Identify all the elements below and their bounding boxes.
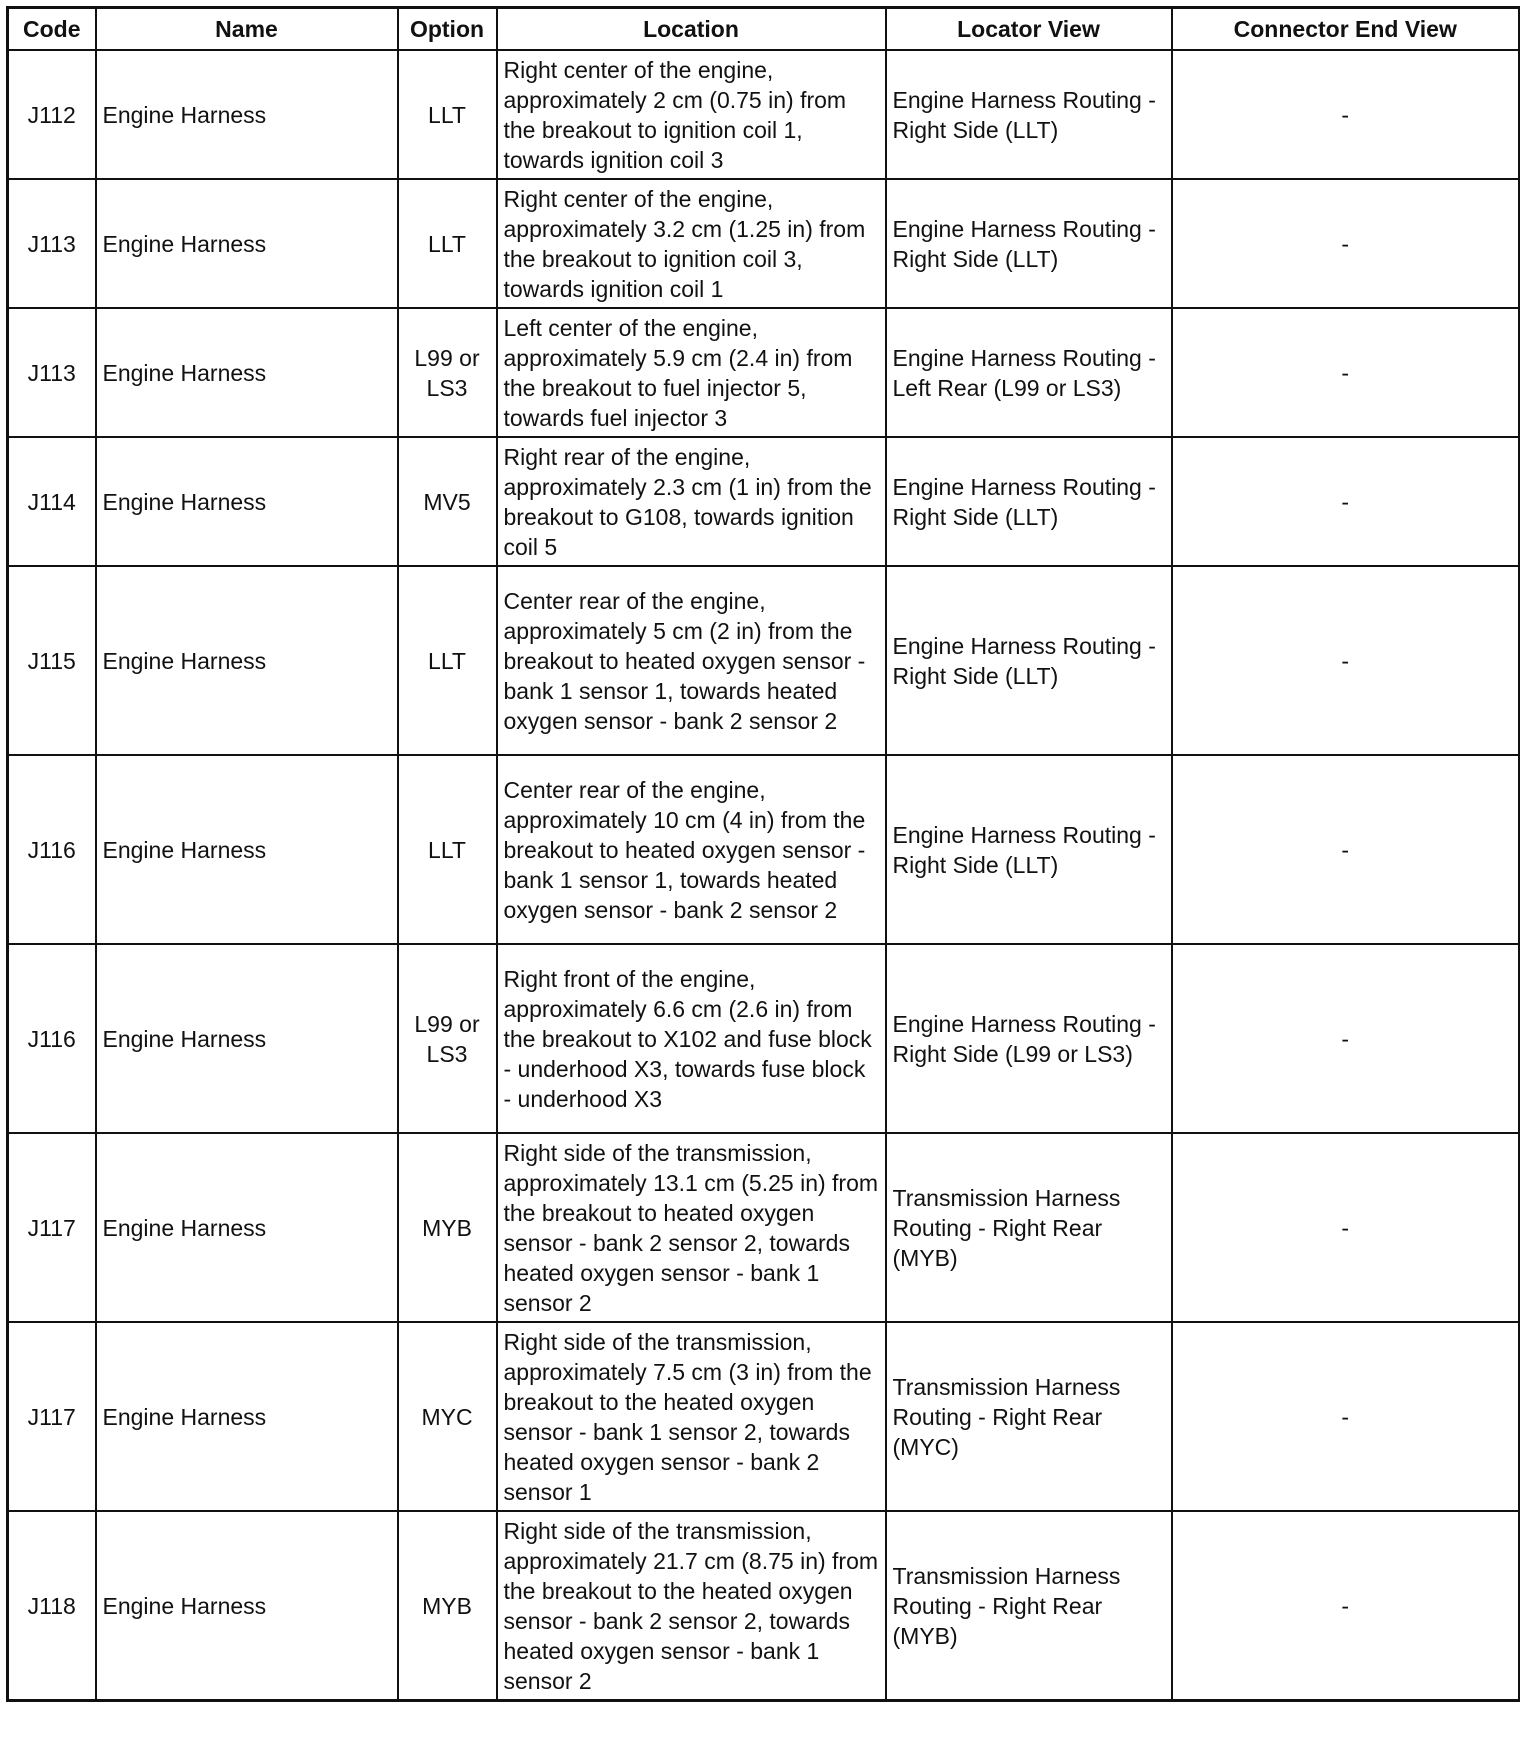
cell-name: Engine Harness (96, 1511, 398, 1701)
cell-locator-view: Transmission Harness Routing - Right Rear (MYB) (886, 1133, 1172, 1322)
table-row (8, 50, 1520, 179)
cell-location: Right rear of the engine, approximately 2.3 cm (1 in) from the breakout to G108, towards ignition coil 5 (497, 437, 886, 566)
cell-connector-end-view: - (1172, 755, 1520, 944)
header-code: Code (8, 8, 96, 51)
cell-locator-view: Engine Harness Routing - Right Side (LLT) (886, 50, 1172, 179)
cell-locator-view: Engine Harness Routing - Right Side (LLT) (886, 566, 1172, 755)
cell-connector-end-view: - (1172, 1133, 1520, 1322)
cell-connector-end-view: - (1172, 566, 1520, 755)
cell-location: Right center of the engine, approximately 2 cm (0.75 in) from the breakout to ignition coil 1, towards ignition coil 3 (497, 50, 886, 179)
cell-option: MYC (398, 1322, 497, 1511)
header-option: Option (398, 8, 497, 51)
cell-locator-view: Transmission Harness Routing - Right Rear (MYC) (886, 1322, 1172, 1511)
cell-connector-end-view: - (1172, 437, 1520, 566)
cell-location: Center rear of the engine, approximately 10 cm (4 in) from the breakout to heated oxygen sensor - bank 1 sensor 1, towards heated oxygen sensor - bank 2 sensor 2 (497, 755, 886, 944)
header-name: Name (96, 8, 398, 51)
cell-option: LLT (398, 179, 497, 308)
cell-location: Center rear of the engine, approximately 5 cm (2 in) from the breakout to heated oxygen sensor - bank 1 sensor 1, towards heated oxygen sensor - bank 2 sensor 2 (497, 566, 886, 755)
cell-location: Right side of the transmission, approximately 13.1 cm (5.25 in) from the breakout to heated oxygen sensor - bank 2 sensor 2, towards heated oxygen sensor - bank 1 sensor 2 (497, 1133, 886, 1322)
cell-name: Engine Harness (96, 179, 398, 308)
cell-connector-end-view: - (1172, 179, 1520, 308)
table-row (8, 944, 1520, 1133)
cell-connector-end-view: - (1172, 308, 1520, 437)
cell-option: MYB (398, 1511, 497, 1701)
cell-location: Right front of the engine, approximately 6.6 cm (2.6 in) from the breakout to X102 and fuse block - underhood X3, towards fuse block - underhood X3 (497, 944, 886, 1133)
cell-locator-view: Engine Harness Routing - Right Side (LLT) (886, 755, 1172, 944)
cell-option: L99 or LS3 (398, 944, 497, 1133)
cell-option: L99 or LS3 (398, 308, 497, 437)
header-location: Location (497, 8, 886, 51)
cell-connector-end-view: - (1172, 1511, 1520, 1701)
cell-location: Right center of the engine, approximately 3.2 cm (1.25 in) from the breakout to ignition coil 3, towards ignition coil 1 (497, 179, 886, 308)
cell-option: LLT (398, 755, 497, 944)
cell-connector-end-view: - (1172, 944, 1520, 1133)
cell-locator-view: Engine Harness Routing - Right Side (L99 or LS3) (886, 944, 1172, 1133)
cell-locator-view: Engine Harness Routing - Left Rear (L99 or LS3) (886, 308, 1172, 437)
cell-code: J116 (8, 944, 96, 1133)
table-row (8, 755, 1520, 944)
cell-option: LLT (398, 566, 497, 755)
cell-option: MV5 (398, 437, 497, 566)
cell-locator-view: Transmission Harness Routing - Right Rear (MYB) (886, 1511, 1172, 1701)
table-row (8, 566, 1520, 755)
cell-connector-end-view: - (1172, 1322, 1520, 1511)
cell-name: Engine Harness (96, 566, 398, 755)
cell-name: Engine Harness (96, 50, 398, 179)
cell-code: J113 (8, 308, 96, 437)
cell-locator-view: Engine Harness Routing - Right Side (LLT) (886, 437, 1172, 566)
cell-option: MYB (398, 1133, 497, 1322)
header-locator-view: Locator View (886, 8, 1172, 51)
cell-name: Engine Harness (96, 755, 398, 944)
cell-name: Engine Harness (96, 1322, 398, 1511)
table-row (8, 437, 1520, 566)
cell-code: J116 (8, 755, 96, 944)
cell-connector-end-view: - (1172, 50, 1520, 179)
cell-code: J114 (8, 437, 96, 566)
cell-name: Engine Harness (96, 308, 398, 437)
table-row (8, 179, 1520, 308)
cell-code: J117 (8, 1133, 96, 1322)
cell-name: Engine Harness (96, 1133, 398, 1322)
cell-location: Right side of the transmission, approximately 21.7 cm (8.75 in) from the breakout to the heated oxygen sensor - bank 2 sensor 2, towards heated oxygen sensor - bank 1 sensor 2 (497, 1511, 886, 1701)
cell-code: J115 (8, 566, 96, 755)
cell-name: Engine Harness (96, 437, 398, 566)
cell-name: Engine Harness (96, 944, 398, 1133)
table-row (8, 1133, 1520, 1322)
header-row (8, 8, 1520, 51)
cell-code: J112 (8, 50, 96, 179)
cell-location: Left center of the engine, approximately 5.9 cm (2.4 in) from the breakout to fuel injector 5, towards fuel injector 3 (497, 308, 886, 437)
cell-code: J117 (8, 1322, 96, 1511)
table-row (8, 1322, 1520, 1511)
header-connector-end-view: Connector End View (1172, 8, 1520, 51)
cell-code: J113 (8, 179, 96, 308)
cell-locator-view: Engine Harness Routing - Right Side (LLT) (886, 179, 1172, 308)
cell-location: Right side of the transmission, approximately 7.5 cm (3 in) from the breakout to the heated oxygen sensor - bank 1 sensor 2, towards heated oxygen sensor - bank 2 sensor 1 (497, 1322, 886, 1511)
table-row (8, 1511, 1520, 1701)
cell-option: LLT (398, 50, 497, 179)
inline-harness-connector-table (6, 6, 1520, 1702)
cell-code: J118 (8, 1511, 96, 1701)
table-row (8, 308, 1520, 437)
